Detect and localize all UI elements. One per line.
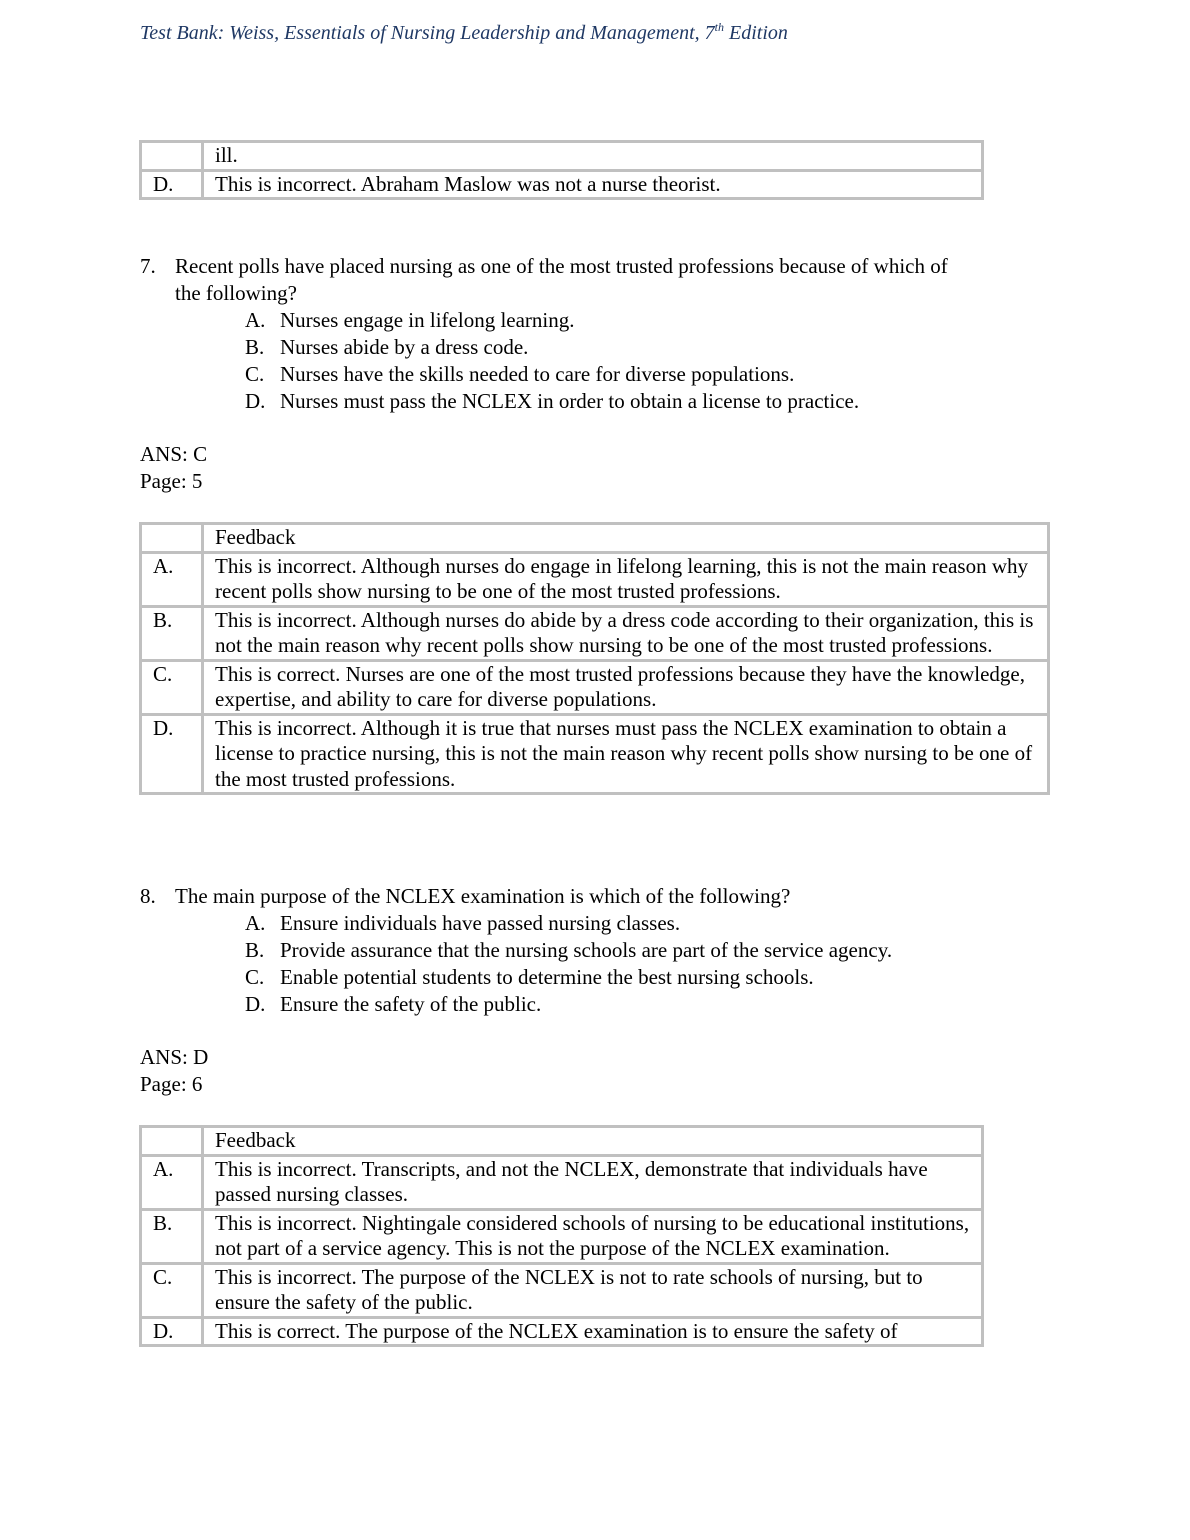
- option-letter: C.: [141, 1263, 203, 1317]
- option-letter: A.: [245, 308, 266, 332]
- option-text: Ensure the safety of the public.: [280, 992, 542, 1016]
- header-title: Test Bank: Weiss, Essentials of Nursing Leadership and Management, 7: [140, 22, 715, 44]
- feedback-text: This is incorrect. Although nurses do engage in lifelong learning, this is not the main reason why recent polls show nursing to be one of the most trusted professions.: [203, 552, 1049, 606]
- feedback-header: Feedback: [203, 1127, 983, 1156]
- feedback-text: This is correct. Nurses are one of the most trusted professions because they have the knowledge, expertise, and ability to care for diverse populations.: [203, 660, 1049, 714]
- option-a: [245, 910, 1040, 937]
- feedback-text: This is incorrect. The purpose of the NCLEX is not to rate schools of nursing, but to ensure the safety of the public.: [203, 1263, 983, 1317]
- table-row: [141, 1155, 983, 1209]
- feedback-text: This is incorrect. Although nurses do abide by a dress code according to their organization, this is not the main reason why recent polls show nursing to be one of the most trusted professions.: [203, 606, 1049, 660]
- question-8: [140, 883, 1040, 1018]
- question-number: 8.: [140, 884, 156, 908]
- answer-block-8: [140, 1044, 208, 1098]
- option-letter: A.: [245, 911, 266, 935]
- option-letter: D.: [245, 389, 266, 413]
- table-row: [141, 170, 983, 199]
- option-a: [245, 307, 1040, 334]
- feedback-text: This is incorrect. Transcripts, and not the NCLEX, demonstrate that individuals have passed nursing classes.: [203, 1155, 983, 1209]
- option-text: Enable potential students to determine the best nursing schools.: [280, 965, 814, 989]
- option-letter: C.: [245, 965, 265, 989]
- header-superscript: th: [714, 20, 724, 34]
- empty-cell: [141, 524, 203, 553]
- feedback-text: ill.: [203, 142, 983, 171]
- stem-line: The main purpose of the NCLEX examination is which of the following?: [175, 884, 791, 908]
- option-text: Nurses abide by a dress code.: [280, 335, 529, 359]
- option-letter: A.: [141, 1155, 203, 1209]
- options-list: [245, 307, 1040, 415]
- table-header-row: [141, 524, 1049, 553]
- option-letter: A.: [141, 552, 203, 606]
- running-header: [140, 22, 788, 45]
- options-list: [245, 910, 1040, 1018]
- option-letter: C.: [141, 660, 203, 714]
- option-c: [245, 361, 1040, 388]
- header-edition: Edition: [723, 22, 788, 44]
- table-header-row: [141, 1127, 983, 1156]
- option-letter: D.: [141, 170, 203, 199]
- option-c: [245, 964, 1040, 991]
- option-b: [245, 937, 1040, 964]
- option-letter: B.: [141, 1209, 203, 1263]
- option-text: Provide assurance that the nursing schools are part of the service agency.: [280, 938, 893, 962]
- page-reference: Page: 6: [140, 1072, 203, 1096]
- table-row: [141, 1209, 983, 1263]
- feedback-text: This is correct. The purpose of the NCLEX examination is to ensure the safety of: [203, 1317, 983, 1346]
- option-letter: [141, 142, 203, 171]
- feedback-table-8: [139, 1125, 984, 1347]
- feedback-text: This is incorrect. Nightingale considered schools of nursing to be educational institutions, not part of a service agency. This is not the purpose of the NCLEX examination.: [203, 1209, 983, 1263]
- table-row: [141, 552, 1049, 606]
- table-row: [141, 606, 1049, 660]
- table-row: [141, 1317, 983, 1346]
- option-text: Ensure individuals have passed nursing classes.: [280, 911, 681, 935]
- answer-key: ANS: C: [140, 442, 208, 466]
- feedback-table-7: [139, 522, 1050, 795]
- option-letter: B.: [141, 606, 203, 660]
- feedback-text: This is incorrect. Abraham Maslow was not a nurse theorist.: [203, 170, 983, 199]
- option-d: [245, 991, 1040, 1018]
- feedback-header: Feedback: [203, 524, 1049, 553]
- option-text: Nurses engage in lifelong learning.: [280, 308, 575, 332]
- option-text: Nurses have the skills needed to care for diverse populations.: [280, 362, 795, 386]
- option-d: [245, 388, 1040, 415]
- question-stem: [175, 253, 1040, 307]
- empty-cell: [141, 1127, 203, 1156]
- carryover-feedback-table: [139, 140, 984, 200]
- table-row: [141, 1263, 983, 1317]
- question-7: [140, 253, 1040, 415]
- option-letter: B.: [245, 938, 265, 962]
- table-row: [141, 714, 1049, 794]
- question-stem: [175, 883, 1040, 910]
- stem-line: Recent polls have placed nursing as one of the most trusted professions because of which of: [175, 254, 948, 278]
- option-letter: B.: [245, 335, 265, 359]
- question-number: 7.: [140, 254, 156, 278]
- option-text: Nurses must pass the NCLEX in order to obtain a license to practice.: [280, 389, 860, 413]
- option-b: [245, 334, 1040, 361]
- option-letter: D.: [141, 1317, 203, 1346]
- answer-block-7: [140, 441, 207, 495]
- option-letter: D.: [141, 714, 203, 794]
- option-letter: C.: [245, 362, 265, 386]
- feedback-text: This is incorrect. Although it is true that nurses must pass the NCLEX examination to obtain a license to practice nursing, this is not the main reason why recent polls show nursing to be one of the most trusted professions.: [203, 714, 1049, 794]
- answer-key: ANS: D: [140, 1045, 209, 1069]
- table-row: [141, 660, 1049, 714]
- stem-line: the following?: [175, 281, 297, 305]
- table-row: [141, 142, 983, 171]
- page-reference: Page: 5: [140, 469, 203, 493]
- option-letter: D.: [245, 992, 266, 1016]
